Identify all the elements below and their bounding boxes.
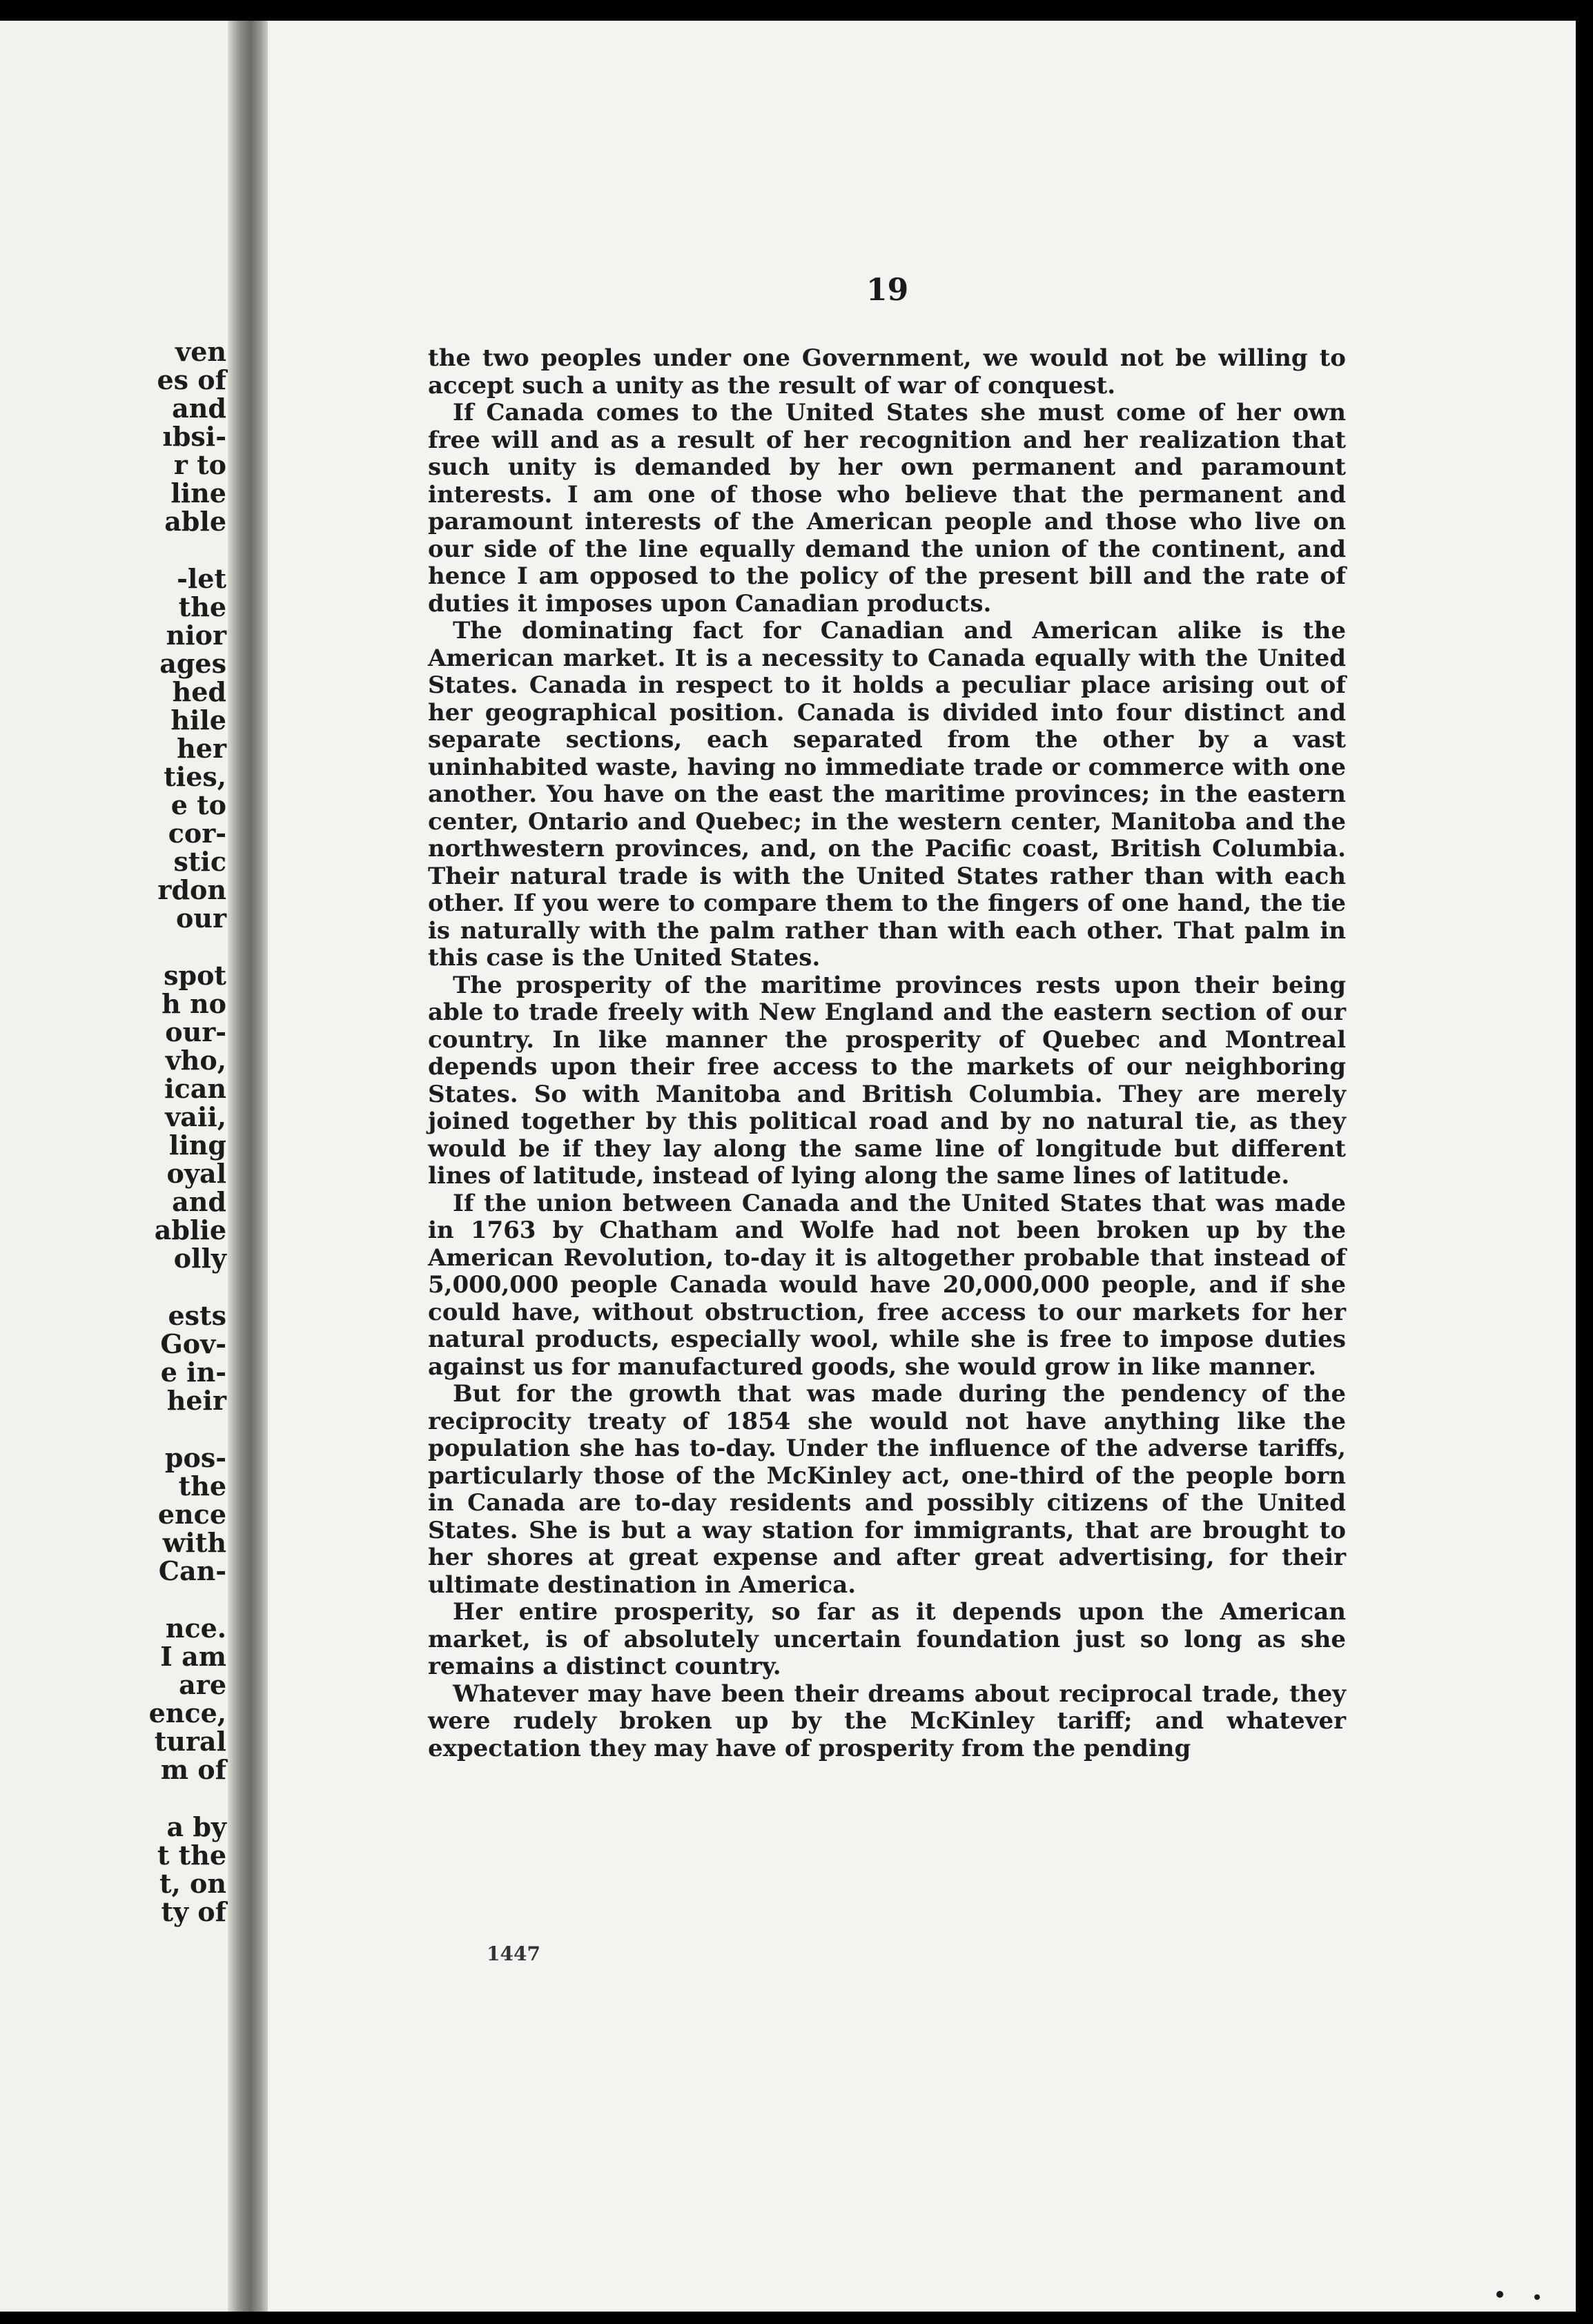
left-page-line-fragment: Gov- [160, 1328, 226, 1359]
left-page-line-fragment: ties, [164, 761, 226, 792]
left-page-line-fragment: r to [173, 449, 226, 480]
left-page-line-fragment: our- [165, 1016, 226, 1047]
left-page-line-fragment: spot [164, 960, 226, 991]
left-page-line-fragment: ıbsi- [162, 421, 226, 452]
paragraph: The dominating fact for Canadian and American alike is the American market. It is a necessity to Canada equally with the United States. Canada in respect to it holds a peculiar place arising out of her geographical position. Canada is divided into four distinct and separate sections, each separated from the other by a vast uninhabited waste, having no immediate trade or commerce with one another. You have on the east the maritime provinces; in the eastern center, Ontario and Quebec; in the western center, Manitoba and the northwestern provinces, and, on the Pacific coast, British Columbia. Their natural trade is with the United States rather than with each other. If you were to compare them to the fingers of one hand, the tie is naturally with the palm rather than with each other. That palm in this case is the United States. [428, 617, 1346, 972]
ink-speck [1534, 2294, 1540, 2300]
body-text [428, 345, 1346, 1762]
left-page-line-fragment: the [178, 1470, 226, 1501]
page-number: 19 [866, 273, 909, 308]
left-page-line-fragment: -let [177, 563, 226, 594]
left-page-line-fragment: ence, [148, 1697, 226, 1729]
paragraph: The prosperity of the maritime provinces rests upon their being able to trade freely with New England and the eastern section of our country. In like manner the prosperity of Quebec and Montreal depends upon their free access to the markets of our neighboring States. So with Manitoba and British Columbia. They are merely joined together by this political road and by no natural tie, as they would be if they lay along the same line of longitude but different lines of latitude, instead of lying along the same lines of latitude. [428, 971, 1346, 1190]
left-page-line-fragment: vho, [165, 1045, 226, 1076]
left-page-line-fragment: ages [159, 648, 226, 679]
left-page-line-fragment: are [179, 1669, 226, 1700]
left-page-line-fragment: vaii, [165, 1101, 226, 1132]
left-page-line-fragment: our [176, 903, 226, 934]
left-page-line-fragment: ence [157, 1499, 226, 1530]
left-page-line-fragment: pos- [164, 1442, 226, 1473]
left-page-line-fragment: ests [168, 1300, 226, 1331]
paragraph: But for the growth that was made during the pendency of the reciprocity treaty of 1854 she would not have anything like the population she has to-day. Under the influence of the adverse tariffs, particularly those of the McKinley act, one-third of the people born in Canada are to-day residents and possibly citizens of the United States. She is but a way station for immigrants, that are brought to her shores at great expense and after great advertising, for their ultimate destination in America. [428, 1380, 1346, 1599]
left-page-line-fragment: nce. [165, 1613, 226, 1644]
left-page-line-fragment: heir [166, 1385, 226, 1416]
paragraph: Whatever may have been their dreams about reciprocal trade, they were rudely broken up by the McKinley tariff; and whatever expectation they may have of prosperity from the pending [428, 1680, 1346, 1762]
left-page-line-fragment: ablie [154, 1214, 226, 1245]
left-page-line-fragment: ty of [161, 1896, 226, 1927]
left-page-line-fragment: m of [160, 1754, 226, 1785]
left-page-line-fragment: her [177, 733, 226, 764]
left-page-line-fragment: with [162, 1527, 226, 1558]
left-page-line-fragment: rdon [157, 874, 226, 905]
left-page-line-fragment: and [172, 393, 226, 424]
left-page-line-fragment: e in- [160, 1357, 226, 1388]
left-page-line-fragment: t the [157, 1840, 226, 1871]
paragraph: If the union between Canada and the United States that was made in 1763 by Chatham and Wolfe had not been broken up by the American Revolution, to-day it is altogether probable that instead of 5,000,000 people Canada would have 20,000,000 people, and if she could have, without obstruction, free access to our markets for her natural products, especially wool, while she is free to impose duties against us for manufactured goods, she would grow in like manner. [428, 1189, 1346, 1381]
left-page-line-fragment: t, on [159, 1868, 226, 1899]
left-page-line-fragment: Can- [158, 1555, 226, 1586]
left-page-line-fragment: hed [172, 676, 226, 707]
left-page-line-fragment: es of [157, 364, 226, 395]
left-page-line-fragment: e to [170, 789, 226, 820]
signature-mark: 1447 [487, 1942, 540, 1965]
left-page-line-fragment: oyal [166, 1158, 226, 1189]
left-page-line-fragment: line [170, 477, 226, 509]
left-page-line-fragment: ican [164, 1073, 226, 1104]
paragraph: the two peoples under one Government, we would not be willing to accept such a unity as the result of war of conquest. [428, 344, 1346, 400]
book-gutter [228, 21, 269, 2312]
left-page-line-fragment: hile [170, 705, 226, 736]
paragraph: Her entire prosperity, so far as it depends upon the American market, is of absolutely uncertain foundation just so long as she remains a distinct country. [428, 1598, 1346, 1680]
left-page-line-fragment: h no [162, 988, 226, 1019]
left-page-line-fragment: cor- [168, 818, 226, 849]
left-page [0, 21, 242, 2312]
left-page-line-fragment: ling [168, 1130, 226, 1161]
left-page-line-fragment: stic [173, 846, 226, 877]
left-page-line-fragment: ven [175, 336, 226, 367]
left-page-line-fragment: nior [166, 620, 226, 651]
left-page-line-fragment: a by [166, 1811, 226, 1842]
left-page-line-fragment: olly [173, 1243, 226, 1274]
left-page-line-fragment: tural [154, 1726, 226, 1757]
ink-speck [1496, 2291, 1503, 2298]
left-page-line-fragment: able [164, 506, 226, 537]
paragraph: If Canada comes to the United States she must come of her own free will and as a result of her recognition and her realization that such unity is demanded by her own permanent and paramount interests. I am one of those who believe that the permanent and paramount interests of the American people and those who live on our side of the line equally demand the union of the continent, and hence I am opposed to the policy of the present bill and the rate of duties it imposes upon Canadian products. [428, 399, 1346, 618]
left-page-line-fragment: the [178, 591, 226, 622]
left-page-line-fragment: and [172, 1186, 226, 1217]
left-page-line-fragment: I am [160, 1641, 226, 1672]
